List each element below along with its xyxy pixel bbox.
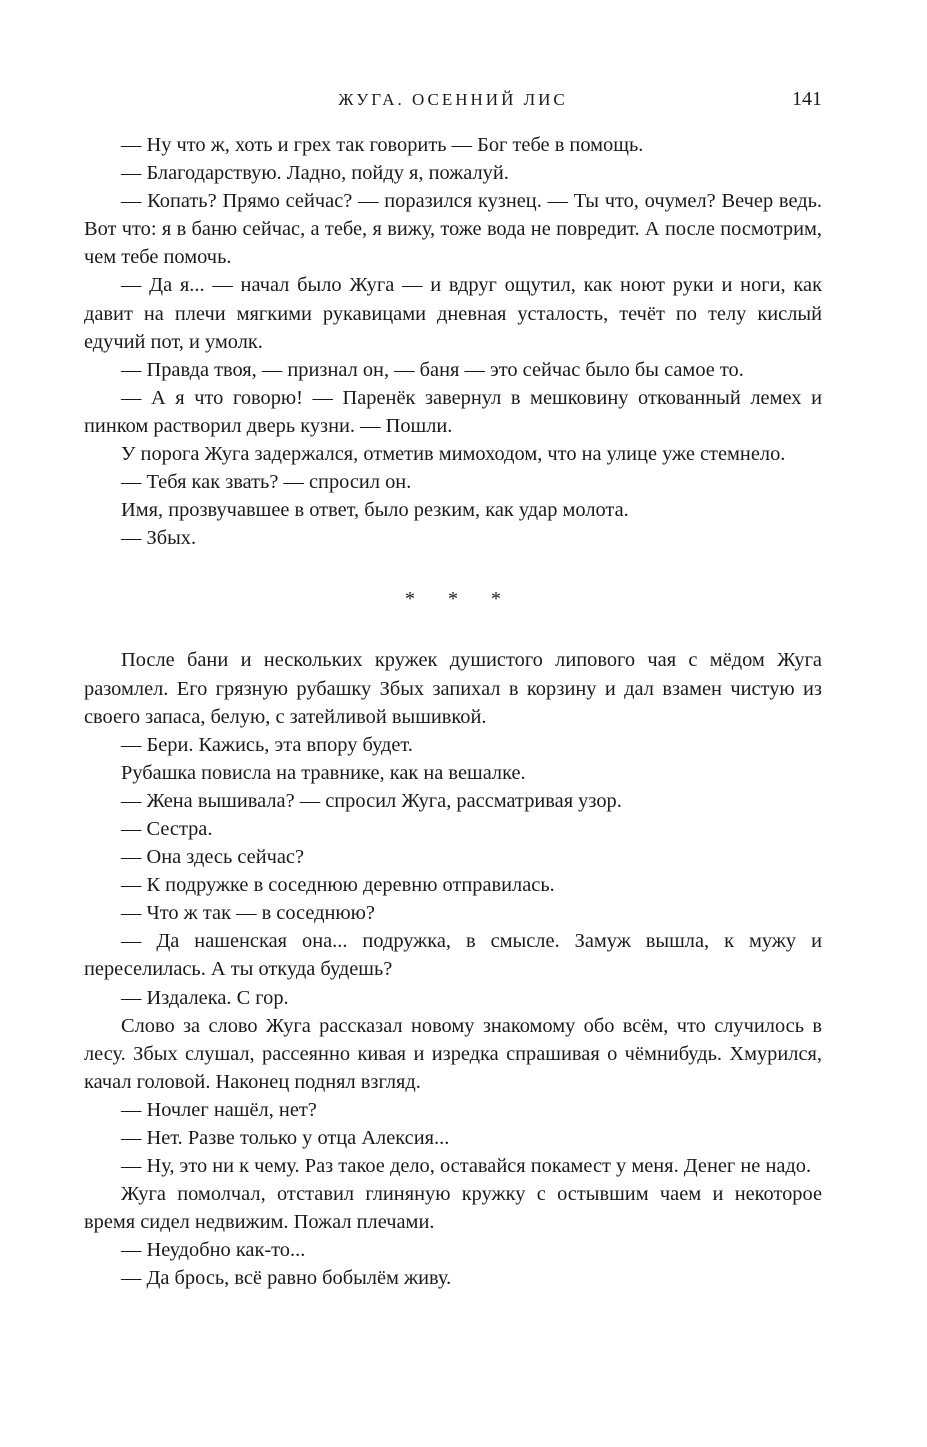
paragraph: — Нет. Разве только у отца Алексия... xyxy=(121,1127,450,1149)
paragraph: — Неудобно как-то... xyxy=(121,1239,306,1262)
paragraph: Слово за слово Жуга рассказал новому знакомому обо всём, что случилось в лесу. Збых слушал, рассеянно кивая и изредка спрашивая о чёмнибудь. Хмурился, качал головой. Наконец поднял взгляд. xyxy=(84,1014,822,1093)
paragraph: Имя, прозвучавшее в ответ, было резким, как удар молота. xyxy=(121,499,629,522)
paragraph: — Она здесь сейчас? xyxy=(121,846,305,869)
paragraph: — Збых. xyxy=(121,527,197,550)
running-head xyxy=(84,86,822,116)
paragraph: — Издалека. С гор. xyxy=(121,986,289,1009)
paragraph: — К подружке в соседнюю деревню отправилась. xyxy=(121,874,555,897)
paragraph: — Ну, это ни к чему. Раз такое дело, оставайся покамест у меня. Денег не надо. xyxy=(121,1155,812,1178)
paragraph: — Да я... — начал было Жуга — и вдруг ощутил, как ноют руки и ноги, как давит на плечи мягкими рукавицами дневная усталость, течёт по телу кислый едучий пот, и умолк. xyxy=(84,274,822,353)
paragraph: После бани и нескольких кружек душистого липового чая с мёдом Жуга разомлел. Его грязную рубашку Збых запихал в корзину и дал взамен чистую из своего запаса, белую, с затейливой вышивкой. xyxy=(84,649,822,728)
paragraph: — Бери. Кажись, эта впору будет. xyxy=(121,733,413,756)
book-page xyxy=(84,0,822,1447)
page-number: 141 xyxy=(792,88,822,110)
paragraph: — Да нашенская она... подружка, в смысле. Замуж вышла, к мужу и переселилась. А ты откуда будешь? xyxy=(84,930,822,981)
body-text xyxy=(84,131,822,1293)
paragraph: — Правда твоя, — признал он, — баня — это сейчас было бы самое то. xyxy=(121,358,744,381)
paragraph: — Сестра. xyxy=(121,817,213,840)
paragraph: — Жена вышивала? — спросил Жуга, рассматривая узор. xyxy=(121,789,622,812)
paragraph: Жуга помолчал, отставил глиняную кружку с остывшим чаем и некоторое время сидел недвижим. Пожал плечами. xyxy=(84,1183,822,1234)
paragraph: У порога Жуга задержался, отметив мимоходом, что на улице уже стемнело. xyxy=(121,443,786,466)
section-break: * * * xyxy=(405,588,515,611)
paragraph: — Да брось, всё равно бобылём живу. xyxy=(121,1267,452,1290)
paragraph: — Копать? Прямо сейчас? — поразился кузнец. — Ты что, очумел? Вечер ведь. Вот что: я в баню сейчас, а тебе, я вижу, тоже вода не повредит. А после посмотрим, чем тебе помочь. xyxy=(84,190,822,269)
paragraph: Рубашка повисла на травнике, как на вешалке. xyxy=(121,761,526,784)
paragraph: — Ночлег нашёл, нет? xyxy=(121,1098,317,1121)
running-title: ЖУГА. ОСЕННИЙ ЛИС xyxy=(338,90,568,109)
paragraph: — Ну что ж, хоть и грех так говорить — Бог тебе в помощь. xyxy=(121,134,644,156)
paragraph: — Что ж так — в соседнюю? xyxy=(121,902,375,925)
paragraph: — Тебя как звать? — спросил он. xyxy=(121,471,412,494)
paragraph: — Благодарствую. Ладно, пойду я, пожалуй. xyxy=(121,162,509,185)
paragraph: — А я что говорю! — Паренёк завернул в мешковину откованный лемех и пинком растворил дверь кузни. — Пошли. xyxy=(84,386,822,437)
